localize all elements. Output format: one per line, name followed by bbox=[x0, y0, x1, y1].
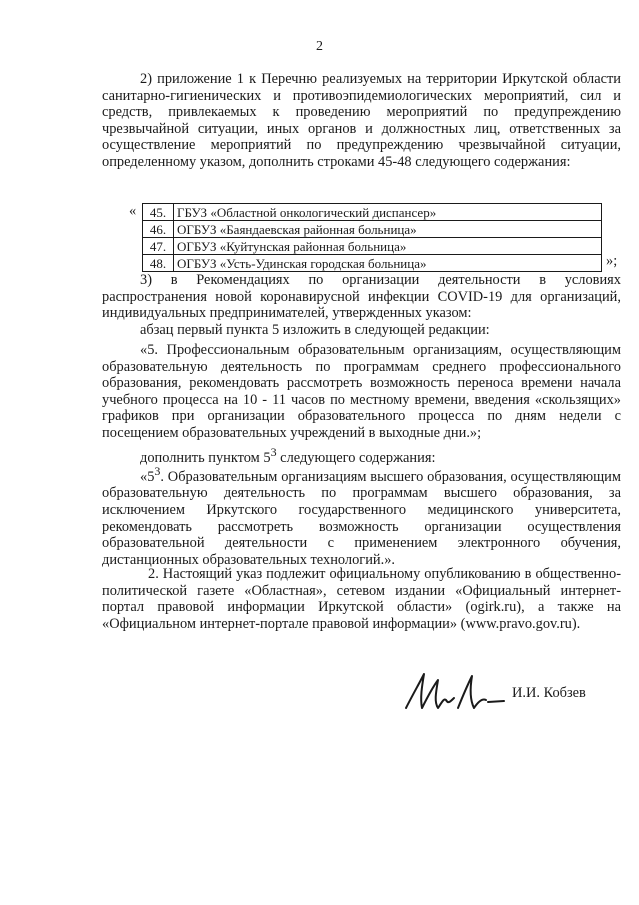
table-row bbox=[143, 221, 602, 238]
paragraph-text: 2. Настоящий указ подлежит официальному опубликованию в общественно-политической газете «Областная», сетевом издании «Официальный интернет-портал правовой информации Иркутской области» (ogirk.ru), а также на «Официальном интернет-портале правовой информации» (www.pravo.gov.ru). bbox=[102, 566, 621, 632]
text-part: следующего содержания: bbox=[276, 449, 436, 466]
closing-quote: »; bbox=[606, 253, 618, 269]
institution-name: ОГБУЗ «Куйтунская районная больница» bbox=[174, 238, 602, 255]
text-part: «5 bbox=[140, 468, 155, 485]
superscript: 3 bbox=[270, 445, 277, 459]
signature-block bbox=[400, 668, 630, 728]
page-number: 2 bbox=[316, 39, 323, 54]
institution-name: ГБУЗ «Областной онкологический диспансер» bbox=[174, 204, 602, 221]
paragraph-appendix-amendment bbox=[102, 71, 621, 171]
paragraph-recommendations bbox=[102, 272, 621, 322]
text-part: дополнить пунктом 5 bbox=[140, 449, 271, 466]
paragraph-text: абзац первый пункта 5 изложить в следующей редакции: bbox=[140, 322, 490, 338]
signer-name: И.И. Кобзев bbox=[512, 685, 586, 701]
row-number: 46. bbox=[143, 221, 174, 238]
row-number: 47. bbox=[143, 238, 174, 255]
superscript: 3 bbox=[154, 464, 161, 478]
paragraph-text: «5. Профессиональным образовательным организациям, осуществляющим образовательную деятельность по программам среднего профессионального образования, рекомендовать рассмотреть возможность переноса времени начала учебного процесса на 10 - 11 часов по местному времени, введения «скользящих» графиков при организации образовательного процесса по дням недели с посещением образовательных учреждений в выходные дни.»; bbox=[102, 342, 621, 441]
hospitals-table bbox=[142, 203, 602, 272]
paragraph-clause-5-3-text bbox=[102, 463, 621, 568]
opening-quote: « bbox=[129, 203, 137, 219]
paragraph-text: 3) в Рекомендациях по организации деятельности в условиях распространения новой коронавирусной инфекции COVID-19 для организаций, индивидуальных предпринимателей, утвержденных указом: bbox=[102, 272, 621, 322]
institution-name: ОГБУЗ «Баяндаевская районная больница» bbox=[174, 221, 602, 238]
paragraph-clause-5-text bbox=[102, 342, 621, 442]
paragraph-clause-5-intro bbox=[102, 322, 621, 339]
paragraph-text: 2) приложение 1 к Перечню реализуемых на территории Иркутской области санитарно-гигиенических и противоэпидемиологических мероприятий, сил и средств, привлекаемых к проведению мероприятий по предупреждению чрезвычайной ситуации, иных органов и должностных лиц, ответственных за осуществление мероприятий по предупреждению чрезвычайной ситуации, определенному указом, дополнить строками 45-48 следующего содержания: bbox=[102, 71, 621, 170]
text-part: . Образовательным организациям высшего образования, осуществляющим образовательную деятельность по программам высшего образования, за исключением Иркутского государственного медицинского университета, рекомендовать рассмотреть возможность организации осуществления образовательной деятельности с применением электронного обучения, дистанционных образовательных технологий.». bbox=[102, 468, 621, 568]
table-row bbox=[143, 238, 602, 255]
paragraph-publication bbox=[102, 566, 621, 632]
row-number: 48. bbox=[143, 255, 174, 272]
row-number: 45. bbox=[143, 204, 174, 221]
inserted-rows-block bbox=[102, 203, 621, 269]
table-row bbox=[143, 204, 602, 221]
table-row bbox=[143, 255, 602, 272]
paragraph-text bbox=[102, 463, 621, 568]
institution-name: ОГБУЗ «Усть-Удинская городская больница» bbox=[174, 255, 602, 272]
